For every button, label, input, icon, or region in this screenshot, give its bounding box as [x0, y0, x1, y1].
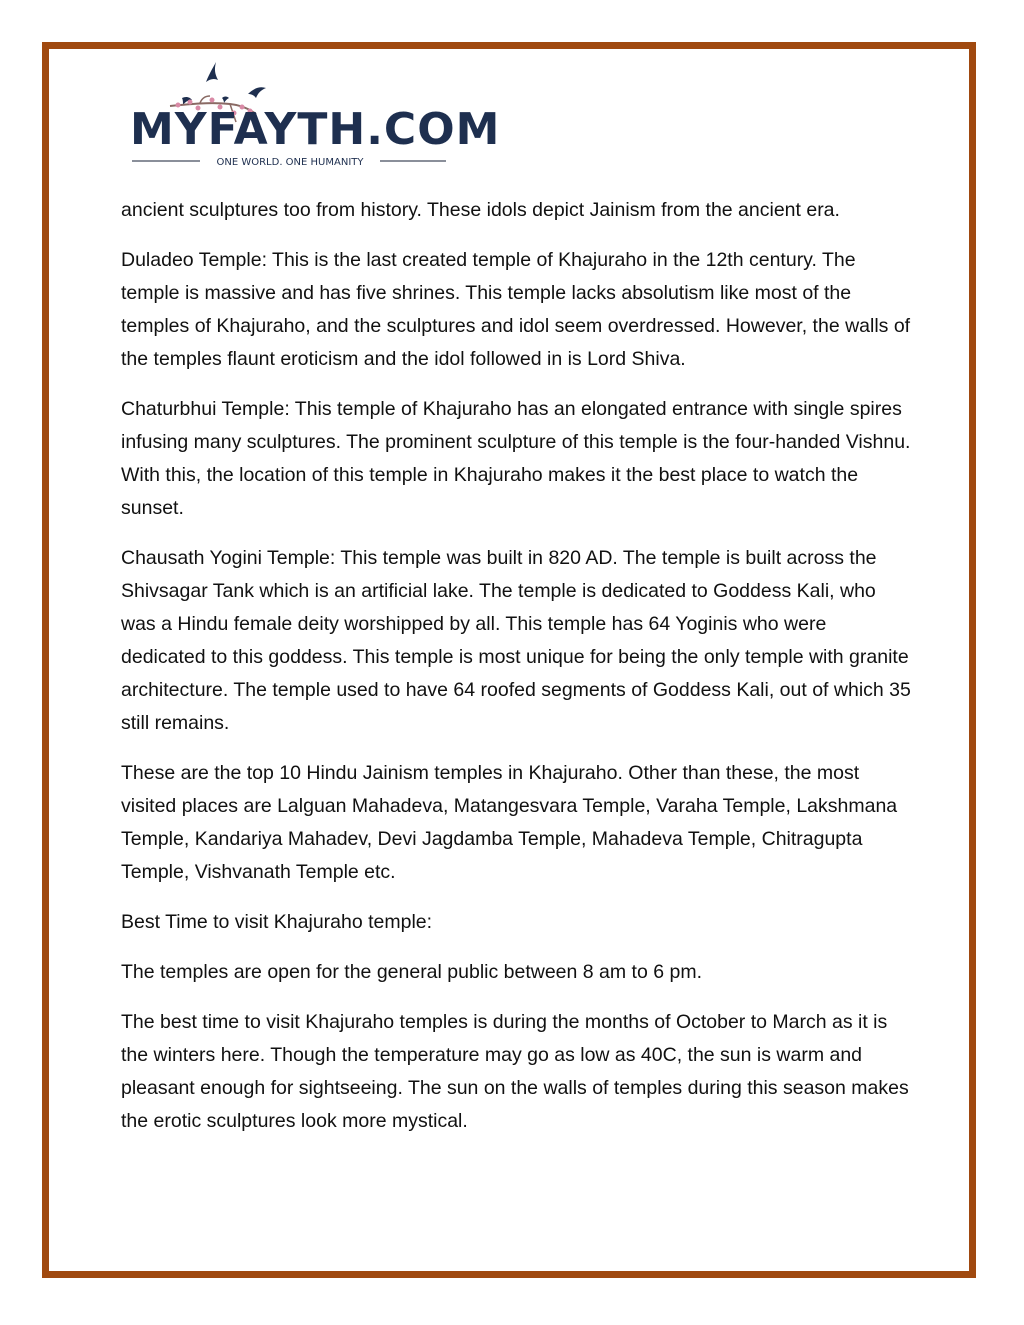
- logo-wordmark: MYFAYTH.COM: [130, 104, 501, 155]
- myfayth-logo: [130, 58, 501, 178]
- paragraph: Chausath Yogini Temple: This temple was built in 820 AD. The temple is built across the Shivsagar Tank which is an artificial lake. The temple is dedicated to Goddess Kali, who was a Hindu female deity worshipped by all. This temple has 64 Yoginis who were dedicated to this goddess. This temple is most unique for being the only temple with granite architecture. The temple used to have 64 roofed segments of Goddess Kali, out of which 35 still remains.: [121, 547, 911, 734]
- paragraph: Chaturbhui Temple: This temple of Khajuraho has an elongated entrance with single spires infusing many sculptures. The prominent sculpture of this temple is the four-handed Vishnu. With this, the location of this temple in Khajuraho makes it the best place to watch the sunset.: [121, 398, 911, 519]
- paragraph: The best time to visit Khajuraho temples is during the months of October to March as it is the winters here. Though the temperature may go as low as 40C, the sun is warm and pleasant enough for sightseeing. The sun on the walls of temples during this season makes the erotic sculptures look more mystical.: [121, 1011, 909, 1132]
- bird-icon: [222, 97, 229, 104]
- section-heading: Best Time to visit Khajuraho temple:: [121, 911, 433, 933]
- logo-tagline: ONE WORLD. ONE HUMANITY: [216, 157, 364, 168]
- paragraph: These are the top 10 Hindu Jainism temples in Khajuraho. Other than these, the most visited places are Lalguan Mahadeva, Matangesvara Temple, Varaha Temple, Lakshmana Temple, Kandariya Mahadev, Devi Jagdamba Temple, Mahadeva Temple, Chitragupta Temple, Vishvanath Temple etc.: [121, 762, 898, 883]
- document-body: [121, 194, 911, 1155]
- bird-icon: [206, 62, 218, 82]
- paragraph: Duladeo Temple: This is the last created temple of Khajuraho in the 12th century. The temple is massive and has five shrines. This temple lacks absolutism like most of the temples of Khajuraho, and the sculptures and idol seem overdressed. However, the walls of the temples flaunt eroticism and the idol followed in is Lord Shiva.: [121, 249, 911, 370]
- paragraph: The temples are open for the general public between 8 am to 6 pm.: [121, 961, 703, 983]
- paragraph: ancient sculptures too from history. These idols depict Jainism from the ancient era.: [121, 199, 840, 221]
- bird-icon: [248, 87, 266, 98]
